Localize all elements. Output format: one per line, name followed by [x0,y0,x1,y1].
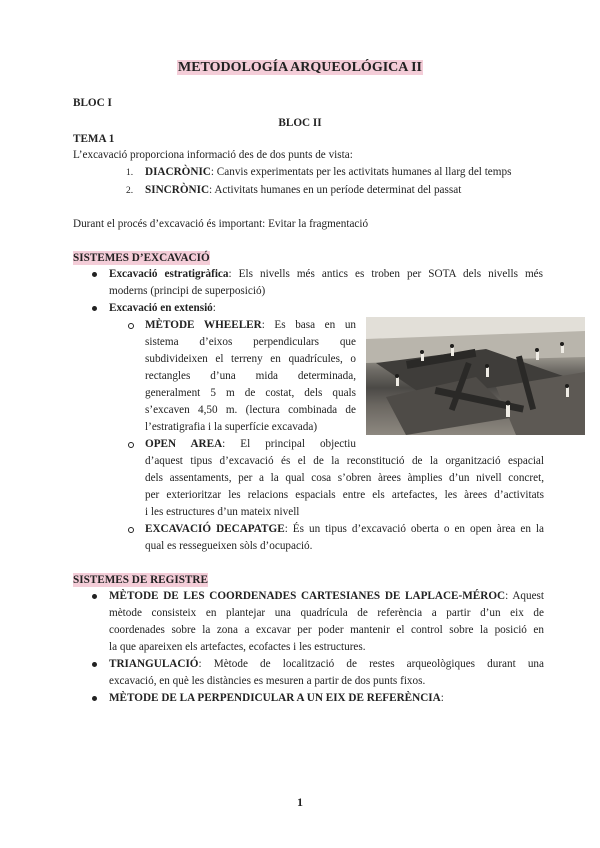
circle-bullet-icon [128,442,134,448]
open-area-line: per exterioritzar les relacions espacials entre els artefactes, les àrees d’activitats [145,489,544,501]
page-title: METODOLOGÍA ARQUEOLÓGICA II [177,60,422,75]
point-sincronic: SINCRÒNIC: Activitats humanes en un període determinat del passat [145,184,462,196]
laplace-line: coordenades sobre la zona a excavar per poder mantenir el control sobre la posició en [109,624,544,636]
bloc-1-heading: BLOC I [73,97,112,109]
wheeler-line: s’excaven 4,50 m. (lectura combinada de [145,404,356,416]
open-area-line1: OPEN AREA: El principal objectiu [145,438,356,450]
bullet-icon [92,306,97,311]
extensio-heading: Excavació en extensió: [109,302,216,314]
intro-text: L’excavació proporciona informació des de dos punts de vista: [73,149,353,161]
bullet-icon [92,696,97,701]
tema-heading: TEMA 1 [73,133,115,145]
laplace-line: la que apareixen els artefactes, ecofactes i les estructures. [109,641,366,653]
triangulacio-line1: TRIANGULACIÓ: Mètode de localització de restes arqueològiques durant una [109,658,544,670]
wheeler-line: l’estratigrafia i la superfície excavada) [145,421,318,433]
point-number: 2. [126,186,134,196]
laplace-line1: MÈTODE DE LES COORDENADES CARTESIANES DE LAPLACE-MÉROC: Aquest [109,590,545,602]
bullet-icon [92,594,97,599]
wheeler-line: sistema d’eixos perpendiculars que [145,336,356,348]
note-text: Durant el procés d’excavació és important: Evitar la fragmentació [73,218,369,230]
bullet-icon [92,272,97,277]
point-number: 1. [126,168,134,178]
wheeler-line: subdivideixen el terreny en quadrícules, o [145,353,356,365]
open-area-line: i les estructures d’un mateix nivell [145,506,300,518]
wheeler-line: generalment 5 m de costat, dels quals [145,387,356,399]
triangulacio-line2: excavació, en què les distàncies es mesuren a partir de dos punts fixos. [109,675,426,687]
bloc-2-heading: BLOC II [278,117,322,129]
wheeler-line: rectangles d’una mida determinada, [145,370,356,382]
perpendicular-heading: MÈTODE DE LA PERPENDICULAR A UN EIX DE REFERÈNCIA: [109,692,444,704]
section-heading-registre: SISTEMES DE REGISTRE [73,574,208,586]
circle-bullet-icon [128,527,134,533]
estratigrafica-line1: Excavació estratigràfica: Els nivells més antics es troben per SOTA dels nivells més [109,268,543,280]
section-heading-excavacio: SISTEMES D’EXCAVACIÓ [73,252,210,264]
excavation-photo [366,317,585,435]
decapatge-line2: qual es ressegueixen sòls d’ocupació. [145,540,313,552]
decapatge-line1: EXCAVACIÓ DECAPATGE: És un tipus d’excavació oberta o en open àrea en la [145,523,545,535]
circle-bullet-icon [128,323,134,329]
estratigrafica-line2: moderns (principi de superposició) [109,285,266,297]
wheeler-line1: MÈTODE WHEELER: Es basa en un [145,319,357,331]
laplace-line: mètode consisteix en plantejar una quadrícula de referència a partir d’un eix de [109,607,544,619]
open-area-line: d’aquest tipus d’excavació és el de la reconstitució de la organització espacial [145,455,544,467]
page-number: 1 [297,795,303,809]
open-area-line: dels assentaments, per a la qual cosa s’obren àrees àmplies d’un nivell concret, [145,472,544,484]
bullet-icon [92,662,97,667]
point-diacronic: DIACRÒNIC: Canvis experimentats per les activitats humanes al llarg del temps [145,166,512,178]
